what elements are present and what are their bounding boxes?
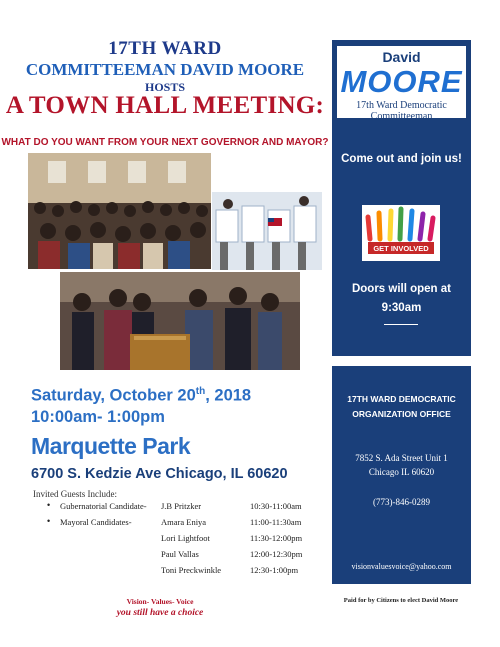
guest-bullet: •: [47, 516, 51, 526]
event-place: Marquette Park: [31, 433, 191, 459]
guest-name: Toni Preckwinkle: [161, 565, 222, 575]
date-prefix: Saturday, October 20: [31, 386, 196, 405]
voting-booths-illustration: [212, 192, 322, 270]
organization-office: [336, 392, 467, 422]
hosts-label: HOSTS: [144, 80, 186, 94]
invited-guests-heading: Invited Guests Include:: [33, 489, 117, 499]
doors-line-1: Doors will open at: [351, 283, 452, 295]
logo-first-name: David: [382, 49, 421, 65]
event-time: 10:00am- 1:00pm: [31, 408, 165, 426]
get-involved-label: GET INVOLVED: [373, 244, 429, 253]
tagline: Vision- Values- Voice: [126, 597, 194, 606]
guest-category: Gubernatorial Candidate-: [60, 501, 147, 511]
office-email: visionvaluesvoice@yahoo.com: [351, 562, 452, 571]
committeeman-heading: COMMITTEEMAN DAVID MOORE: [25, 60, 305, 79]
logo-subtitle: 17th Ward Democratic Committeeman: [356, 100, 447, 122]
guest-category: Mayoral Candidates-: [60, 517, 132, 527]
slogan: you still have a choice: [116, 608, 204, 618]
speakers-illustration: [60, 272, 300, 370]
event-date: [31, 386, 251, 406]
guest-time: 12:00-12:30pm: [250, 549, 303, 559]
date-suffix-ordinal: th: [195, 386, 206, 397]
event-title: A TOWN HALL MEETING:: [5, 92, 325, 119]
event-address: 6700 S. Kedzie Ave Chicago, IL 60620: [31, 466, 288, 482]
doors-open-text: [336, 280, 467, 318]
office-phone: (773)-846-0289: [373, 497, 430, 507]
guest-bullet: •: [47, 500, 51, 510]
doors-line-2: 9:30am: [381, 302, 422, 314]
come-out-text: Come out and join us!: [341, 153, 462, 165]
guest-time: 12:30-1:00pm: [250, 565, 299, 575]
speakers-photo: [60, 272, 300, 370]
audience-illustration: [28, 153, 211, 269]
org-line-2: ORGANIZATION OFFICE: [352, 409, 451, 419]
guest-time: 11:00-11:30am: [250, 517, 302, 527]
address-line-1: 7852 S. Ada Street Unit 1: [355, 453, 448, 463]
get-involved-graphic: [362, 205, 440, 261]
logo-last-name: MOORE: [340, 64, 463, 99]
address-line-2: Chicago IL 60620: [368, 467, 435, 477]
guest-time: 10:30-11:00am: [250, 501, 302, 511]
guest-name: J.B Pritzker: [161, 501, 202, 511]
raised-hands-icon: [362, 205, 440, 261]
org-line-1: 17TH WARD DEMOCRATIC: [347, 394, 456, 404]
guest-time: 11:30-12:00pm: [250, 533, 303, 543]
guest-name: Paul Vallas: [161, 549, 199, 559]
guest-name: Amara Eniya: [161, 517, 207, 527]
ward-heading: 17TH WARD: [108, 38, 222, 59]
date-year: , 2018: [205, 386, 252, 405]
town-hall-audience-photo: [28, 153, 211, 269]
event-question: WHAT DO YOU WANT FROM YOUR NEXT GOVERNOR AND MAYOR?: [1, 137, 329, 148]
guest-name: Lori Lightfoot: [161, 533, 210, 543]
paid-for-disclaimer: Paid for by Citizens to elect David Moore: [343, 597, 459, 604]
voting-booths-photo: [212, 192, 322, 270]
divider: [384, 324, 418, 325]
office-address: [336, 451, 467, 479]
